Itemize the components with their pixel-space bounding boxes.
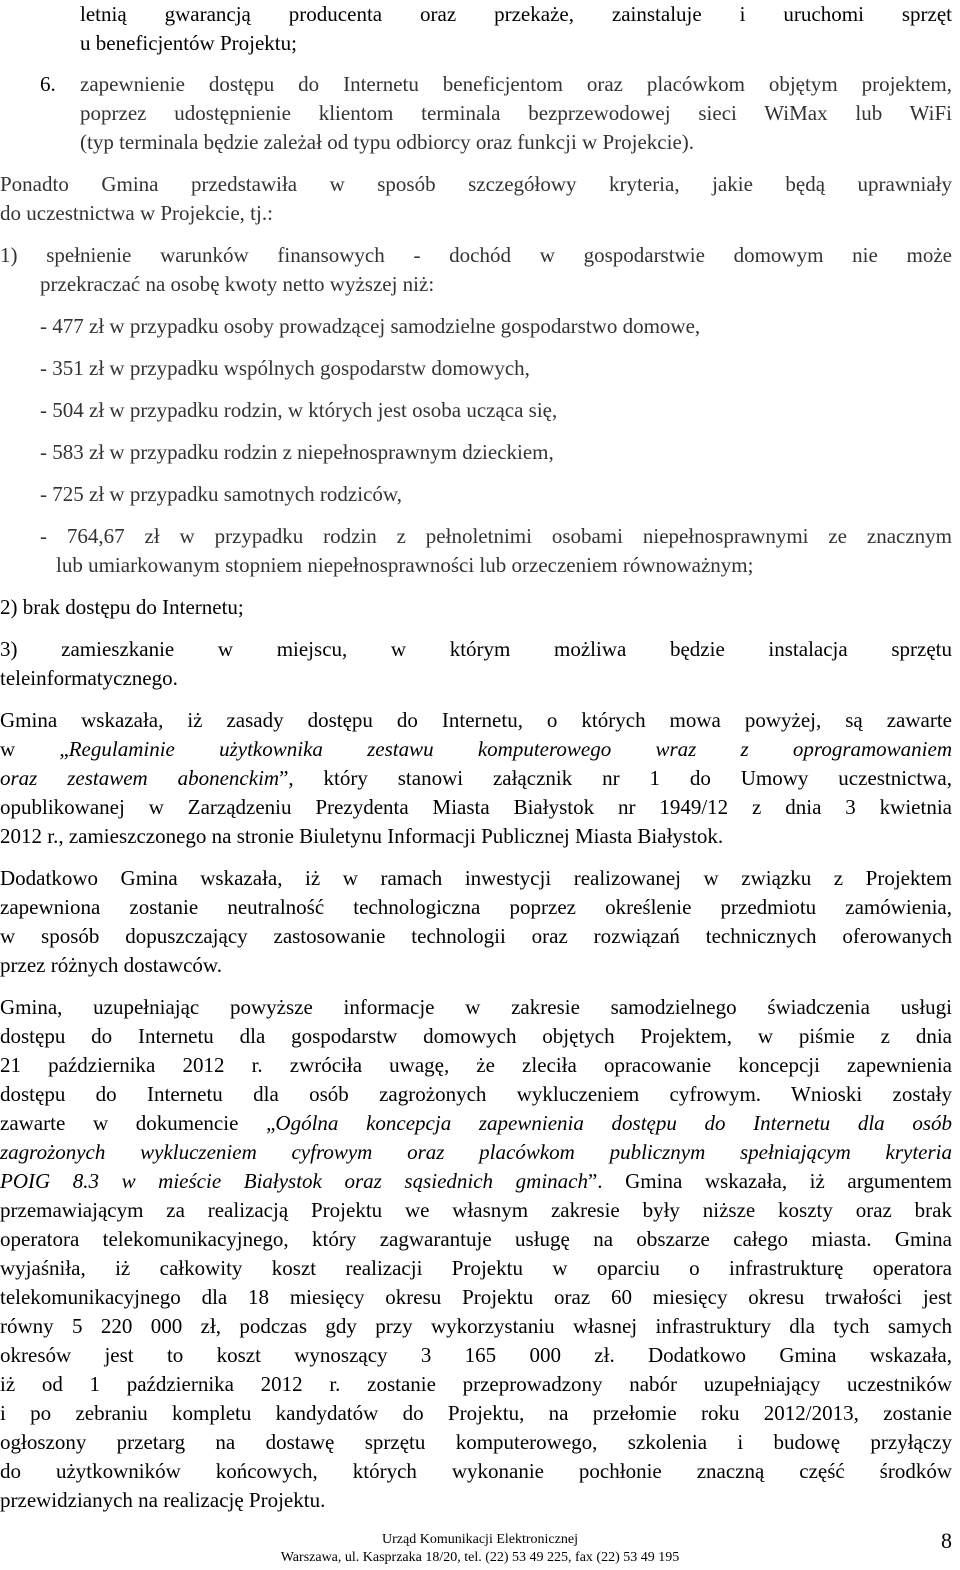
- body-line: Gmina, uzupełniając powyższe informacje w zakresie samodzielnego świadczenia usługi: [0, 995, 952, 1019]
- body-line: i po zebraniu kompletu kandydatów do Projektu, na przełomie roku 2012/2013, zostanie: [0, 1401, 952, 1425]
- list-item: - 477 zł w przypadku osoby prowadzącej samodzielne gospodarstwo domowe,: [40, 314, 701, 338]
- body-line: przemawiającym za realizacją Projektu we własnym zakresie były niższe koszty oraz brak: [0, 1198, 952, 1222]
- footer-address: Warszawa, ul. Kasprzaka 18/20, tel. (22) 53 49 225, fax (22) 53 49 195: [280, 1550, 680, 1565]
- footer-organization: Urząd Komunikacji Elektronicznej: [382, 1532, 578, 1547]
- body-line: telekomunikacyjnego dla 18 miesięcy okresu Projektu oraz 60 miesięcy okresu trwałości jest: [0, 1285, 952, 1309]
- body-line: zapewnienie dostępu do Internetu beneficjentom oraz placówkom objętym projektem,: [80, 72, 952, 96]
- body-line: operatora telekomunikacyjnego, który zagwarantuje usługę na obszarze całego miasta. Gmina: [0, 1227, 952, 1251]
- body-line: w sposób dopuszczający zastosowanie technologii oraz rozwiązań technicznych oferowanych: [0, 924, 952, 948]
- body-line: do użytkowników końcowych, których wykonanie pochłonie znaczną część środków: [0, 1459, 952, 1483]
- body-line: Ponadto Gmina przedstawiła w sposób szczegółowy kryteria, jakie będą uprawniały: [0, 172, 952, 196]
- body-line: opublikowanej w Zarządzeniu Prezydenta Miasta Białystok nr 1949/12 z dnia 3 kwietnia: [0, 795, 952, 819]
- document-title-italic: Ogólna koncepcja zapewnienia dostępu do Internetu dla osób: [275, 1111, 952, 1135]
- text-run: ”, który stanowi załącznik nr 1 do Umowy uczestnictwa,: [279, 766, 952, 790]
- body-line: 3) zamieszkanie w miejscu, w którym możliwa będzie instalacja sprzętu: [0, 637, 952, 661]
- list-item: - 725 zł w przypadku samotnych rodziców,: [40, 482, 402, 506]
- body-line: dostępu do Internetu dla gospodarstw domowych objętych Projektem, w piśmie z dnia: [0, 1024, 952, 1048]
- body-line: [0, 735, 952, 764]
- body-line: [0, 764, 952, 793]
- list-item: - 351 zł w przypadku wspólnych gospodarstw domowych,: [40, 356, 530, 380]
- list-item: lub umiarkowanym stopniem niepełnosprawności lub orzeczeniem równoważnym;: [56, 553, 754, 577]
- body-line: do uczestnictwa w Projekcie, tj.:: [0, 201, 273, 225]
- body-line: 1) spełnienie warunków finansowych - dochód w gospodarstwie domowym nie może: [0, 243, 952, 267]
- body-line: 21 października 2012 r. zwróciła uwagę, że zleciła opracowanie koncepcji zapewnienia: [0, 1053, 952, 1077]
- list-number: 6.: [40, 72, 56, 96]
- body-line: przez różnych dostawców.: [0, 953, 222, 977]
- body-line: zapewniona zostanie neutralność technologiczna poprzez określenie przedmiotu zamówienia,: [0, 895, 952, 919]
- body-line: przewidzianych na realizację Projektu.: [0, 1488, 326, 1512]
- body-line: u beneficjentów Projektu;: [80, 31, 297, 55]
- body-line: okresów jest to koszt wynoszący 3 165 000 zł. Dodatkowo Gmina wskazała,: [0, 1343, 952, 1367]
- document-title-italic: Regulaminie użytkownika zestawu komputerowego wraz z oprogramowaniem: [68, 737, 952, 761]
- list-item: 2) brak dostępu do Internetu;: [0, 595, 244, 619]
- body-line: 2012 r., zamieszczonego na stronie Biuletynu Informacji Publicznej Miasta Białystok.: [0, 824, 724, 848]
- body-line: letnią gwarancją producenta oraz przekaże, zainstaluje i uruchomi sprzęt: [80, 2, 952, 26]
- body-line: wyjaśniła, iż całkowity koszt realizacji Projektu w oparciu o infrastrukturę operatora: [0, 1256, 952, 1280]
- body-line: poprzez udostępnienie klientom terminala bezprzewodowej sieci WiMax lub WiFi: [80, 101, 952, 125]
- document-title-italic: POIG 8.3 w mieście Białystok oraz sąsiednich gminach: [0, 1169, 588, 1193]
- body-line: teleinformatycznego.: [0, 666, 178, 690]
- body-line: ogłoszony przetarg na dostawę sprzętu komputerowego, szkolenia i budowę przyłączy: [0, 1430, 952, 1454]
- text-run: zawarte w dokumencie „: [0, 1111, 276, 1135]
- body-line: Gmina wskazała, iż zasady dostępu do Internetu, o których mowa powyżej, są zawarte: [0, 708, 952, 732]
- list-item: - 504 zł w przypadku rodzin, w których jest osoba ucząca się,: [40, 398, 558, 422]
- body-line: zagrożonych wykluczeniem cyfrowym oraz placówkom publicznym spełniającym kryteria: [0, 1140, 952, 1164]
- text-run: w „: [0, 737, 69, 761]
- text-run: ”. Gmina wskazała, iż argumentem: [587, 1169, 953, 1193]
- list-item: - 583 zł w przypadku rodzin z niepełnosprawnym dzieckiem,: [40, 440, 554, 464]
- body-line: dostępu do Internetu dla osób zagrożonych wykluczeniem cyfrowym. Wnioski zostały: [0, 1082, 952, 1106]
- body-line: [0, 1167, 952, 1196]
- body-line: (typ terminala będzie zależał od typu odbiorcy oraz funkcji w Projekcie).: [80, 130, 695, 154]
- page-number: 8: [941, 1528, 952, 1553]
- body-line: równy 5 220 000 zł, podczas gdy przy wykorzystaniu własnej infrastruktury dla tych samych: [0, 1314, 952, 1338]
- body-line: przekraczać na osobę kwoty netto wyższej niż:: [40, 272, 435, 296]
- list-item: - 764,67 zł w przypadku rodzin z pełnoletnimi osobami niepełnosprawnymi ze znacznym: [40, 524, 952, 548]
- body-line: [0, 1109, 952, 1138]
- body-line: Dodatkowo Gmina wskazała, iż w ramach inwestycji realizowanej w związku z Projektem: [0, 866, 952, 890]
- body-line: iż od 1 października 2012 r. zostanie przeprowadzony nabór uzupełniający uczestników: [0, 1372, 952, 1396]
- document-title-italic: oraz zestawem abonenckim: [0, 766, 280, 790]
